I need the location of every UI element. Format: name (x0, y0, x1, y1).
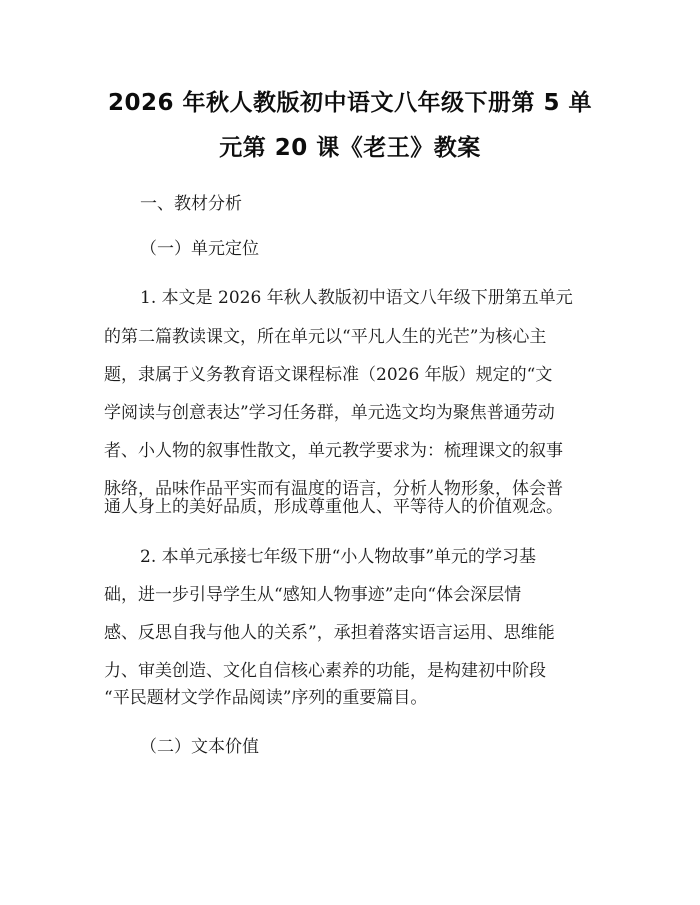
paragraph-2-line-3: 感、反思自我与他人的关系”，承担着落实语言运用、思维能 (104, 623, 555, 643)
paragraph-1-line-5: 者、小人物的叙事性散文，单元教学要求为：梳理课文的叙事 (104, 441, 563, 461)
section-heading-textbook-analysis: 一、教材分析 (140, 194, 242, 214)
subsection-heading-unit-positioning: （一）单元定位 (140, 239, 259, 259)
paragraph-1-line-4: 学阅读与创意表达”学习任务群，单元选文均为聚焦普通劳动 (104, 403, 555, 423)
paragraph-2-line-4: 力、审美创造、文化自信核心素养的功能，是构建初中阶段 (104, 661, 546, 681)
paragraph-2-line-1: 2. 本单元承接七年级下册“小人物故事”单元的学习基 (140, 547, 537, 567)
paragraph-1-line-3: 题，隶属于义务教育语文课程标准（2026 年版）规定的“文 (104, 365, 553, 385)
paragraph-1-line-6: 脉络，品味作品平实而有温度的语言，分析人物形象，体会普 (104, 479, 563, 499)
paragraph-2-line-5: “平民题材文学作品阅读”序列的重要篇目。 (104, 688, 428, 708)
paragraph-1-line-1: 1. 本文是 2026 年秋人教版初中语文八年级下册第五单元 (140, 288, 573, 308)
document-title-line-2: 元第 20 课《老王》教案 (219, 135, 481, 161)
subsection-heading-text-value: （二）文本价值 (140, 737, 259, 757)
document-title-line-1: 2026 年秋人教版初中语文八年级下册第 5 单 (107, 90, 593, 116)
paragraph-2-line-2: 础，进一步引导学生从“感知人物事迹”走向“体会深层情 (104, 585, 522, 605)
paragraph-1-line-2: 的第二篇教读课文，所在单元以“平凡人生的光芒”为核心主 (104, 327, 547, 347)
paragraph-1-line-7: 通人身上的美好品质，形成尊重他人、平等待人的价值观念。 (104, 497, 563, 517)
